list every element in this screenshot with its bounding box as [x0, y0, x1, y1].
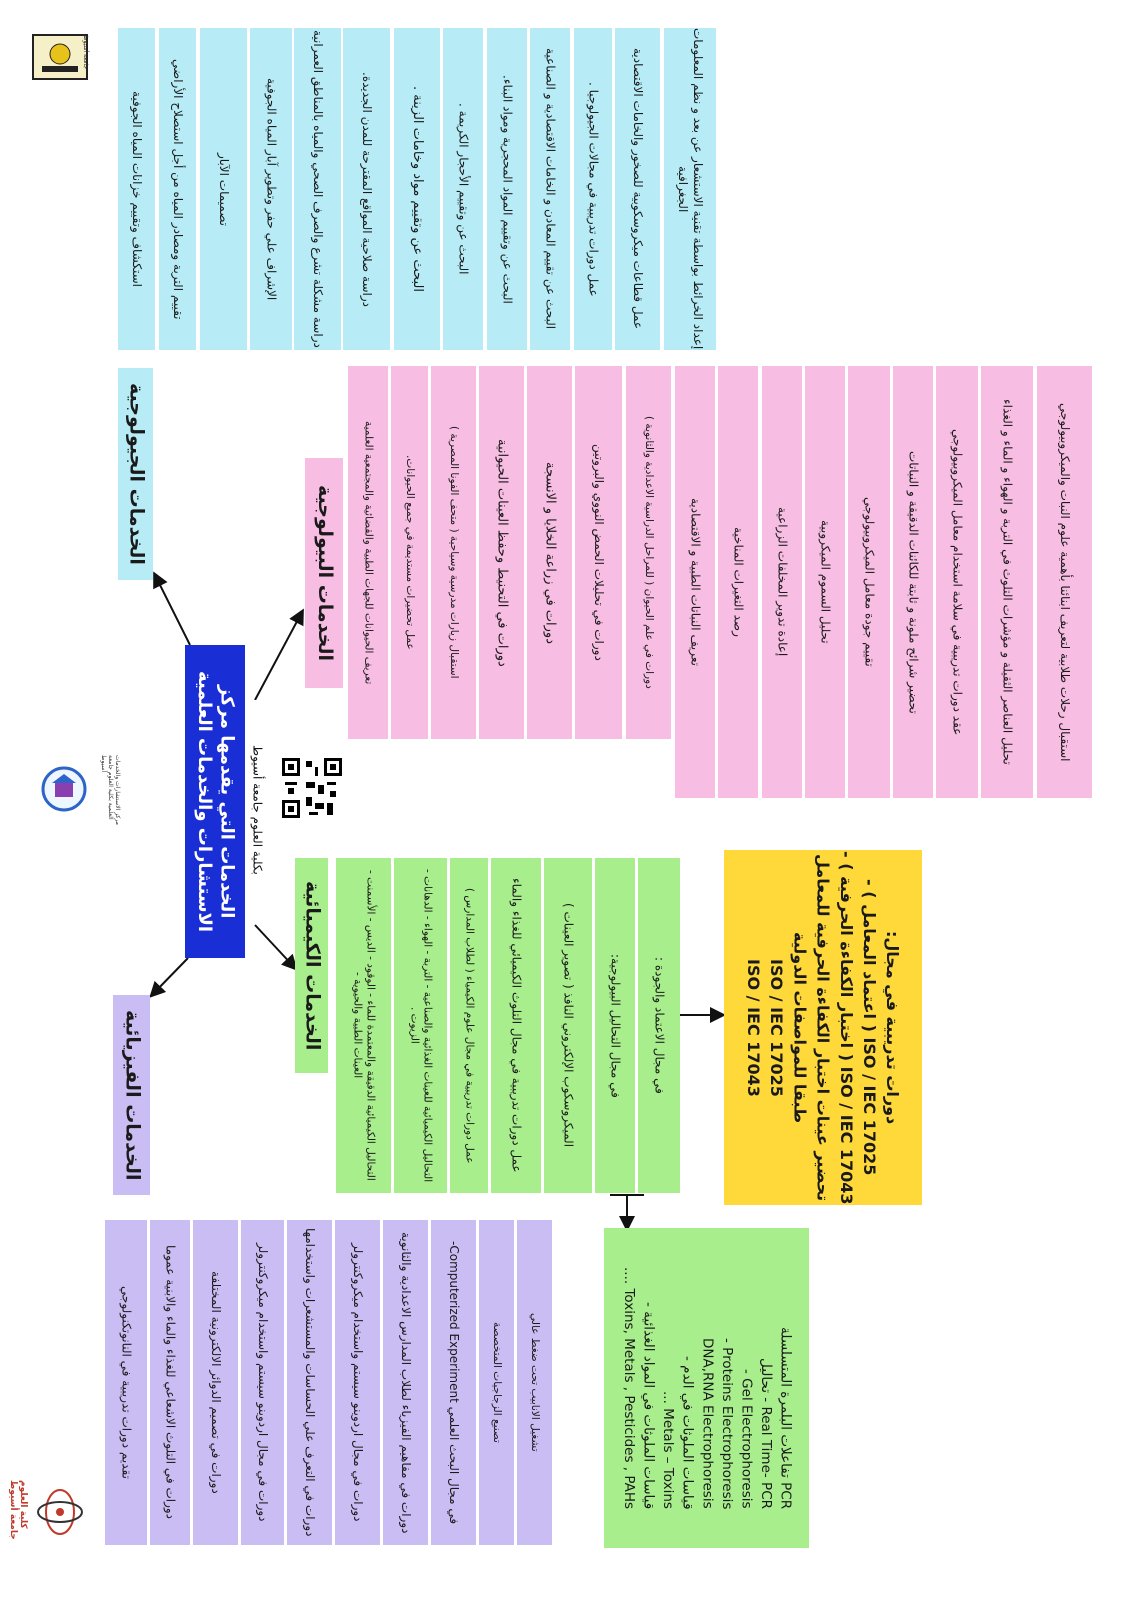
chemistry-header: الخدمات الكيميائية — [295, 858, 328, 1073]
bio-analysis-line: قياسات الملوثات في المواد الغذائية - — [640, 1301, 657, 1510]
biology-item: دورات في التحنيط وحفظ العينات الحيوانية — [479, 366, 524, 739]
center-subtitle: بكلية العلوم جامعة أسيوط — [250, 745, 265, 875]
geology-item: استكشاف وتقييم خزانات المياه الجوفية — [118, 28, 155, 350]
biology-item: تحضير شرائح ملونة و ثابتة للكائنات الدقيقة و النباتات — [893, 366, 933, 798]
chemistry-item: التحاليل الكيميائية الدقيقة والمعتمدة للماء - الوقود - الديس - الأسمنت - العينات الطبية والحيوية - — [336, 858, 391, 1193]
chemistry-item: التحاليل الكيميائية للعينات الغذائية والصناعية - التربة - الهواء - الدهانات - الزيوت . — [394, 858, 447, 1193]
physics-item: تقديم دورات تدريبية في النانوتكنولوجي — [105, 1220, 147, 1545]
chemistry-item: عمل دورات تدريبية في مجال علوم الكيمياء ( لطلاب المدارس ) — [450, 858, 488, 1193]
biology-item: عمل تحضيرات مستديمة في جميع الحيوانات. — [391, 366, 428, 739]
geology-item: إعداد الخرائط بواسطة تقنية الاستشعار عن بعد و نظم المعلومات الجغرافية — [664, 28, 716, 350]
biology-item: رصد التغيرات المناخية — [718, 366, 758, 798]
geology-header: الخدمات الجيولوجية — [118, 368, 153, 580]
center-node — [185, 645, 245, 958]
geology-item: البحث عن وتقييم الأحجار الكريمة . — [443, 28, 483, 350]
accreditation-box — [724, 850, 922, 1205]
biology-item: تحليل السموم الميكروبية — [805, 366, 845, 798]
geology-item: البحث عن تقييم المعادن و الخامات الاقتصادية و الصناعية — [530, 28, 570, 350]
accreditation-line: ISO / IEC 17043 — [744, 958, 764, 1097]
geology-item: تصميمات الآبار — [200, 28, 247, 350]
chemistry-item: الميكروسكوب الإلكتروني النافذ ( تصوير العينات ) — [544, 858, 592, 1193]
center-title: الخدمات التي يقدمها مركز الاستشارات والخدمات العلمية — [194, 670, 238, 933]
physics-item: في مجال البحث العلمي Computerized Experiment- — [431, 1220, 476, 1545]
biology-item: إعادة تدوير المخلفات الزراعية — [762, 366, 802, 798]
biology-item: تقييم جودة معامل الميكروبيولوجي — [848, 366, 890, 798]
physics-item: تصنيع الزجاجيات المتخصصة — [479, 1220, 514, 1545]
biology-item: استقبال رحلات طلابية لتعريف ابنائنا بأهمية علوم النبات والميكروبيولوجي — [1037, 366, 1092, 798]
chemistry-item: في مجال الاعتماد والجودة : — [638, 858, 680, 1193]
biology-item: دورات في تحليلات الحمض النووي والبروتين — [575, 366, 622, 739]
physics-item: دورات في مجال اردوينو سيستم واستخدام ميكروكنترولر — [241, 1220, 284, 1545]
geology-item: دراسة صلاحية المواقع المقترحة للمدن الجديدة. — [343, 28, 390, 350]
geology-item: البحث عن وتقييم مواد وخامات الزينة . — [394, 28, 440, 350]
faculty-logo-text: كلية العلوم جامعة أسيوط — [8, 1480, 28, 1540]
accreditation-line: تحضير عينات اختبار الكفاءة الحرفية للمعامل طبقا للمواصفات الدولية — [790, 853, 833, 1202]
physics-header: الخدمات الفيزيائية — [113, 995, 150, 1195]
accreditation-line: ISO / IEC 17025 ( اعتماد المعامل ) - — [859, 879, 879, 1176]
bio-analysis-line: PCR تفاعلات البلمرة المتسلسلة — [777, 1326, 794, 1510]
physics-item: تشغيل الانابيب تحت ضغط عالي — [517, 1220, 552, 1545]
bio-analysis-line: Metals – Toxins ... — [660, 1391, 677, 1510]
geology-item: البحث عن وتقييم المواد المحجرية ومواد البناء. — [487, 28, 527, 350]
biology-item: عقد دورات تدريبية في سلامة استخدام معامل الميكروبيولوجي — [936, 366, 978, 798]
accreditation-line: ISO / IEC 17025 — [767, 958, 787, 1097]
biology-item: تحليل العناصر الثقيلة و مؤشرات التلوث في التربة و الهواء و الماء و الغذاء — [981, 366, 1033, 798]
bio-analysis-line: قياسات الملوثات في الدم - — [679, 1355, 696, 1510]
biology-header: الخدمات البيولوجية — [305, 458, 343, 688]
geology-item: الإشراف علي حفر وتطوير آبار المياه الجوفية — [250, 28, 292, 350]
physics-item: دورات في التلوث الاشعاعي للغذاء والماء والابنية عموما — [150, 1220, 190, 1545]
biology-item: دورات في زراعة الخلايا و الانسجة — [527, 366, 572, 739]
university-logo-text: جامعة أسيوط — [82, 35, 89, 69]
chemistry-item: في مجال التحاليل البيولوجية: — [595, 858, 635, 1193]
geology-item: عمل قطاعات ميكروسكوبية للصخور والخامات الاقتصادية — [615, 28, 660, 350]
biology-item: تعريف النباتات الطبية و الاقتصادية — [675, 366, 715, 798]
geology-item: تقييم التربة ومصادر المياه من أجل استصلاح الأراضي — [159, 28, 196, 350]
bio-analysis-line: Gel Electrophoresis - — [738, 1369, 755, 1510]
physics-item: دورات في التعرف علي الحساسات والمستشعرات واستخدامها — [287, 1220, 332, 1545]
bio-analysis-box — [604, 1228, 809, 1548]
geology-item: عمل دورات تدريبية في مجالات الجيولوجيا . — [574, 28, 612, 350]
geology-item: دراسة مشكلة تشرع والصرف الصحي والمياه بالمناطق العمرانية — [294, 28, 341, 350]
accreditation-line: دورات تدريبية في مجال: — [883, 930, 903, 1125]
physics-item: دورات في مفاهيم الفيزياء لطلاب المدارس الاعدادية والثانوية — [383, 1220, 428, 1545]
biology-item: دورات في علم الحيوان ( للمراحل الدراسية الاعدادية والثانوية ) — [626, 366, 671, 739]
bio-analysis-line: Proteins Electrophoresis - — [718, 1337, 735, 1510]
bio-analysis-line: Toxins, Metals , Pesticides , PAHs .... — [621, 1266, 638, 1510]
biology-item: تعريف الحيوانات للجهات الطبية والقضائية والمجتمعية العلمية — [348, 366, 388, 739]
physics-item: دورات في مجال اردوينو سيستم واستخدام ميكروكنترولر — [335, 1220, 380, 1545]
physics-item: دورات في تصميم الدوائر الالكترونية المختلفة — [193, 1220, 238, 1545]
center-subtitle-box — [245, 700, 269, 920]
bio-analysis-line: Real Time- PCR - تحاليل — [757, 1358, 774, 1510]
chemistry-item: عمل دورات تدريبية في مجال التلوث الكيميائي للغذاء والماء — [491, 858, 541, 1193]
center-logo-text: مركز الاستشارات والخدمات العلمية بكلية العلوم جامعة أسيوط — [100, 755, 121, 825]
biology-item: استقبال زيارات مدرسية وسياحية ( متحف الفونا المصرية ) — [431, 366, 476, 739]
bio-analysis-line: DNA,RNA Electrophoresis — [699, 1338, 716, 1510]
accreditation-line: ISO / IEC 17043 ( اختبار الكفاءة الحرفية ) - — [836, 850, 856, 1205]
